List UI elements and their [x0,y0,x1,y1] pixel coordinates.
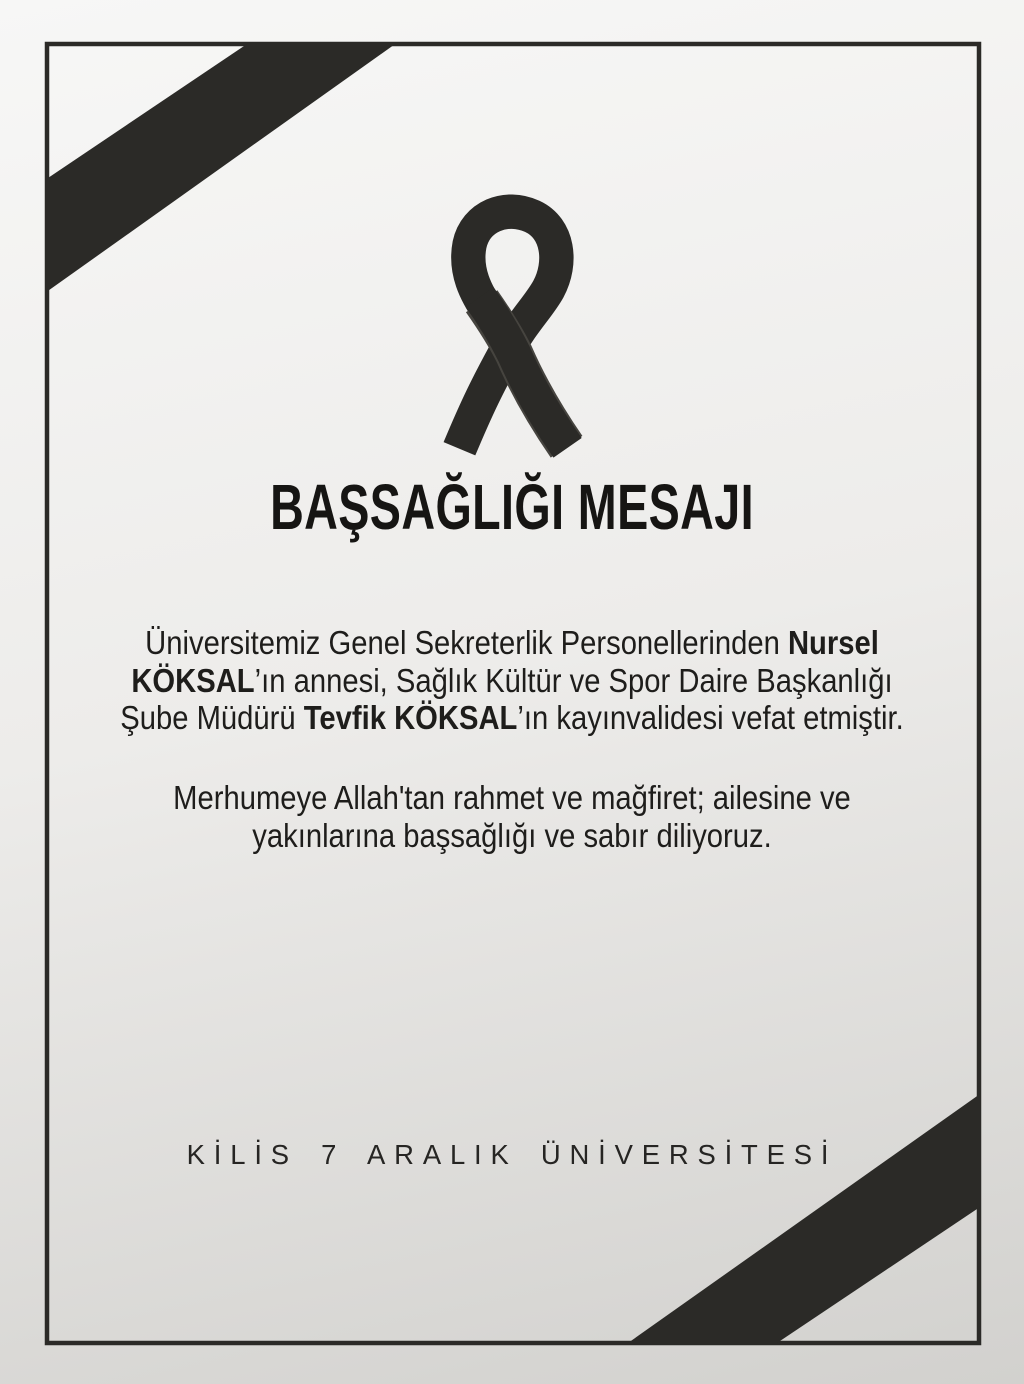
message-paragraph [0,624,1024,737]
text-line [59,779,965,817]
condolence-paragraph [0,779,1024,854]
top-left-ribbon-stripe [45,42,398,293]
poster-title: BAŞSAĞLIĞI MESAJI [270,471,754,543]
body-text: Şube Müdürü [120,699,304,736]
bold-name-text: Tevfik KÖKSAL [303,699,518,736]
body-text: ’ın annesi, Sağlık Kültür ve Spor Daire Başkanlığı [254,661,893,699]
body-text: Merhumeye Allah'tan rahmet ve mağfiret; ailesine ve [173,779,851,816]
text-line [59,817,965,855]
body-text: ’ın kayınvalidesi vefat etmiştir. [517,699,904,736]
mourning-ribbon-icon [419,186,607,468]
bold-name-text: KÖKSAL [131,661,255,699]
text-line [59,699,965,737]
body-text: Üniversitemiz Genel Sekreterlik Personellerinden [145,624,788,661]
bold-name-text: Nursel [787,624,879,661]
text-line [59,662,965,700]
body-text: yakınlarına başsağlığı ve sabır diliyoruz. [252,816,772,854]
bottom-right-ribbon-stripe [628,1094,980,1343]
university-name: KİLİS 7 ARALIK ÜNİVERSİTESİ [186,1139,838,1170]
text-line [59,624,965,662]
mourning-ribbon-svg [419,186,607,468]
